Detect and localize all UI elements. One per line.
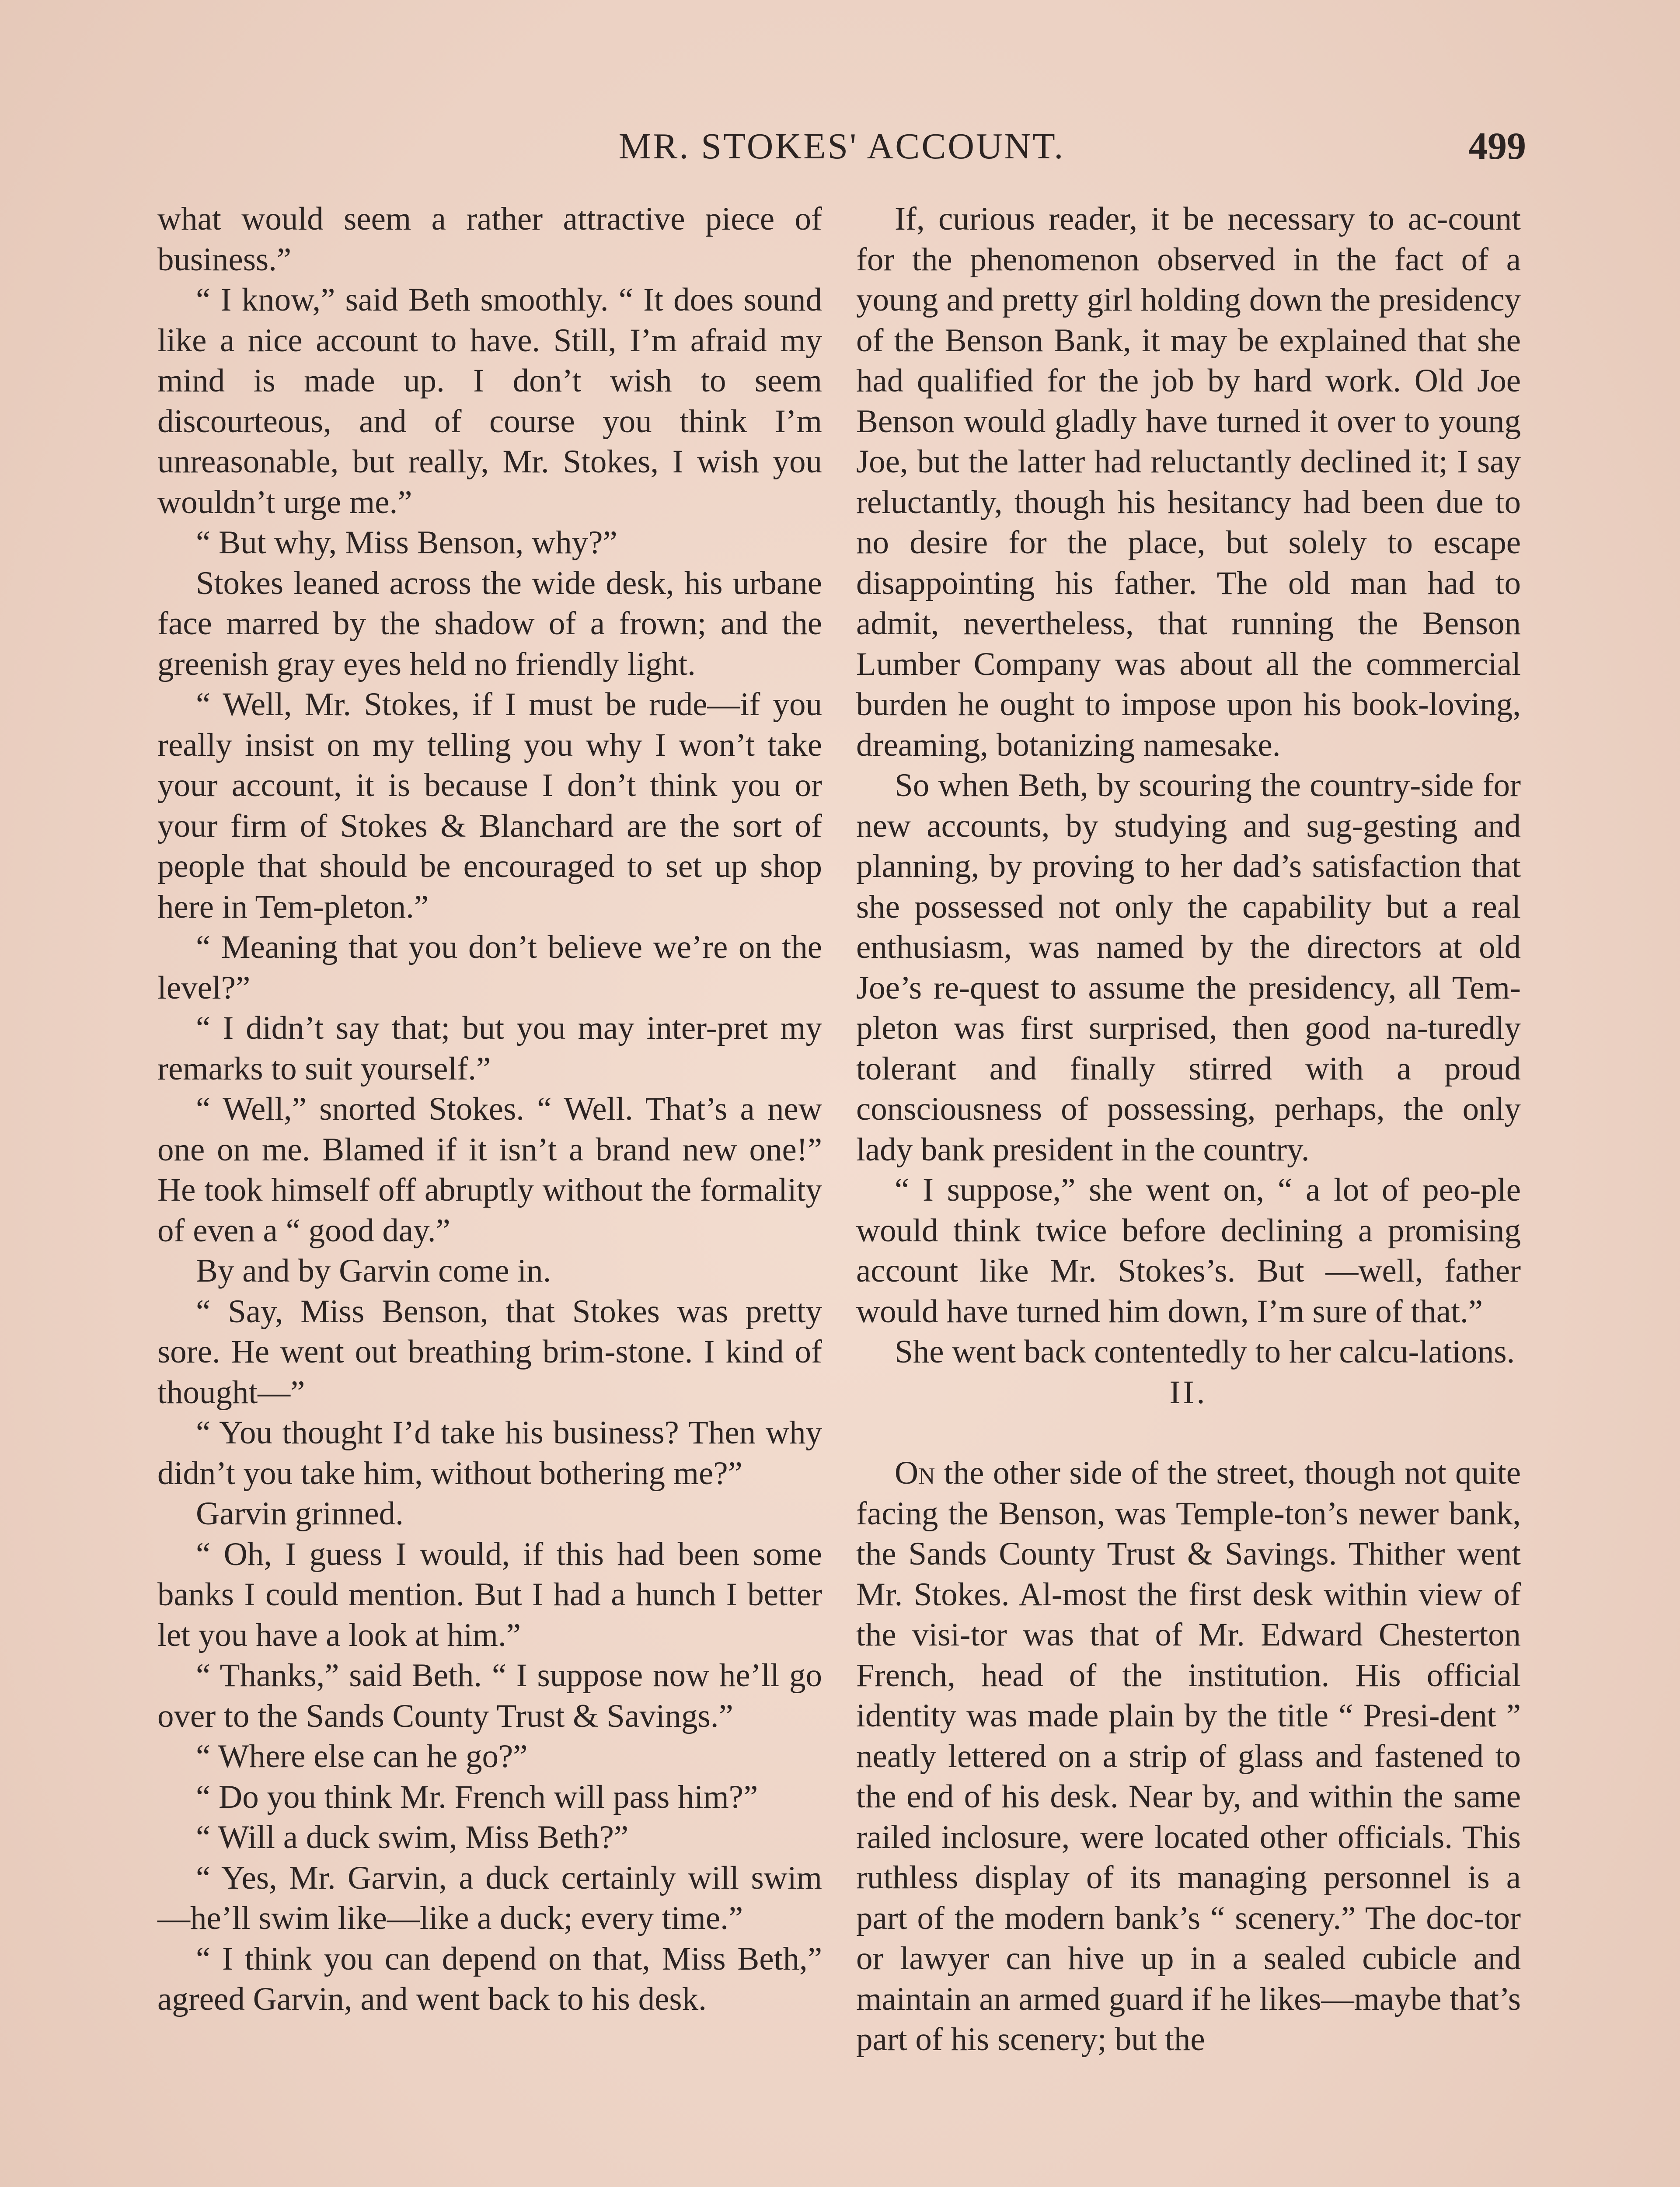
right-column [856, 199, 1521, 2060]
paragraph: “ Well, Mr. Stokes, if I must be rude—if you really insist on my telling you why I won’t take your account, it is because I don’t think you or your firm of Stokes & Blanchard are the sort of people that should be encouraged to set up shop here in Tem-pleton.” [157, 686, 822, 925]
paragraph: “ Well,” snorted Stokes. “ Well. That’s a new one on me. Blamed if it isn’t a brand new one!” He took himself off abruptly without the formality of even a “ good day.” [157, 1091, 822, 1249]
running-title: MR. STOKES' ACCOUNT. [618, 126, 1065, 167]
paragraph: “ Meaning that you don’t believe we’re on the level?” [157, 929, 822, 1006]
paragraph-text: the other side of the street, though not quite facing the Benson, was Temple-ton’s newer bank, the Sands County Trust & Savings. Thither went Mr. Stokes. Al-most the first desk within view of the visi-tor was that of Mr. Edward Chesterton French, head of the institution. His official identity was made plain by the title “ Presi-dent ” neatly lettered on a strip of glass and fastened to the end of his desk. Near by, and within the same railed inclosure, were located other officials. This ruthless display of its managing personnel is a part of the modern bank’s “ scenery.” The doc-tor or lawyer can hive up in a sealed cubicle and maintain an armed guard if he likes—maybe that’s part of his scenery; but the [856, 1455, 1521, 2058]
paragraph: “ I suppose,” she went on, “ a lot of peo-ple would think twice before declining a promising account like Mr. Stokes’s. But —well, father would have turned him down, I’m sure of that.” [856, 1172, 1521, 1330]
paragraph: Stokes leaned across the wide desk, his urbane face marred by the shadow of a frown; and the greenish gray eyes held no friendly light. [157, 565, 822, 682]
paragraph: “ Where else can he go?” [196, 1738, 528, 1775]
paragraph: If, curious reader, it be necessary to ac-count for the phenomenon observed in the fact of a young and pretty girl holding down the presidency of the Benson Bank, it may be explained that she had qualified for the job by hard work. Old Joe Benson would gladly have turned it over to young Joe, but the latter had reluctantly declined it; I say reluctantly, though his hesitancy had been due to no desire for the place, but solely to escape disappointing his father. The old man had to admit, nevertheless, that running the Benson Lumber Company was about all the commercial burden he ought to impose upon his book-loving, dreaming, botanizing namesake. [856, 201, 1521, 763]
paragraph: “ Oh, I guess I would, if this had been some banks I could mention. But I had a hunch I better let you have a look at him.” [157, 1536, 822, 1653]
left-column [157, 199, 822, 2020]
paragraph: “ I didn’t say that; but you may inter-pret my remarks to suit yourself.” [157, 1010, 822, 1087]
paragraph: “ You thought I’d take his business? Then why didn’t you take him, without bothering me?” [157, 1415, 822, 1492]
section-opening-paragraph [856, 1453, 1521, 2060]
paragraph: “ I know,” said Beth smoothly. “ It does sound like a nice account to have. Still, I’m afraid my mind is made up. I don’t wish to seem discourteous, and of course you think I’m unreasonable, but really, Mr. Stokes, I wish you wouldn’t urge me.” [157, 282, 822, 521]
page-number: 499 [1468, 125, 1526, 168]
paragraph: Garvin grinned. [196, 1495, 404, 1532]
paragraph: She went back contentedly to her calcu-lations. [895, 1334, 1515, 1370]
section-heading: II. [1169, 1374, 1208, 1411]
paragraph: “ Say, Miss Benson, that Stokes was pretty sore. He went out breathing brim-stone. I kind of thought—” [157, 1293, 822, 1411]
page-header [157, 122, 1526, 175]
paragraph: what would seem a rather attractive piece of business.” [157, 201, 822, 278]
paragraph: “ Do you think Mr. French will pass him?” [196, 1778, 758, 1815]
paragraph: So when Beth, by scouring the country-side for new accounts, by studying and sug-gesting and planning, by proving to her dad’s satisfaction that she possessed not only the capability but a real enthusiasm, was named by the directors at old Joe’s re-quest to assume the presidency, all Tem-pleton was first surprised, then good na-turedly tolerant and finally stirred with a proud consciousness of possessing, perhaps, the only lady bank president in the country. [856, 767, 1521, 1168]
paragraph: “ I think you can depend on that, Miss Beth,” agreed Garvin, and went back to his desk. [157, 1940, 822, 2017]
paragraph: By and by Garvin come in. [196, 1253, 551, 1289]
drop-word: On [895, 1455, 935, 1491]
paragraph: “ But why, Miss Benson, why?” [196, 524, 617, 561]
paragraph: “ Yes, Mr. Garvin, a duck certainly will swim—he’ll swim like—like a duck; every time.” [157, 1859, 822, 1936]
paragraph: “ Will a duck swim, Miss Beth?” [196, 1819, 629, 1855]
paragraph: “ Thanks,” said Beth. “ I suppose now he’ll go over to the Sands County Trust & Savings.” [157, 1657, 822, 1734]
